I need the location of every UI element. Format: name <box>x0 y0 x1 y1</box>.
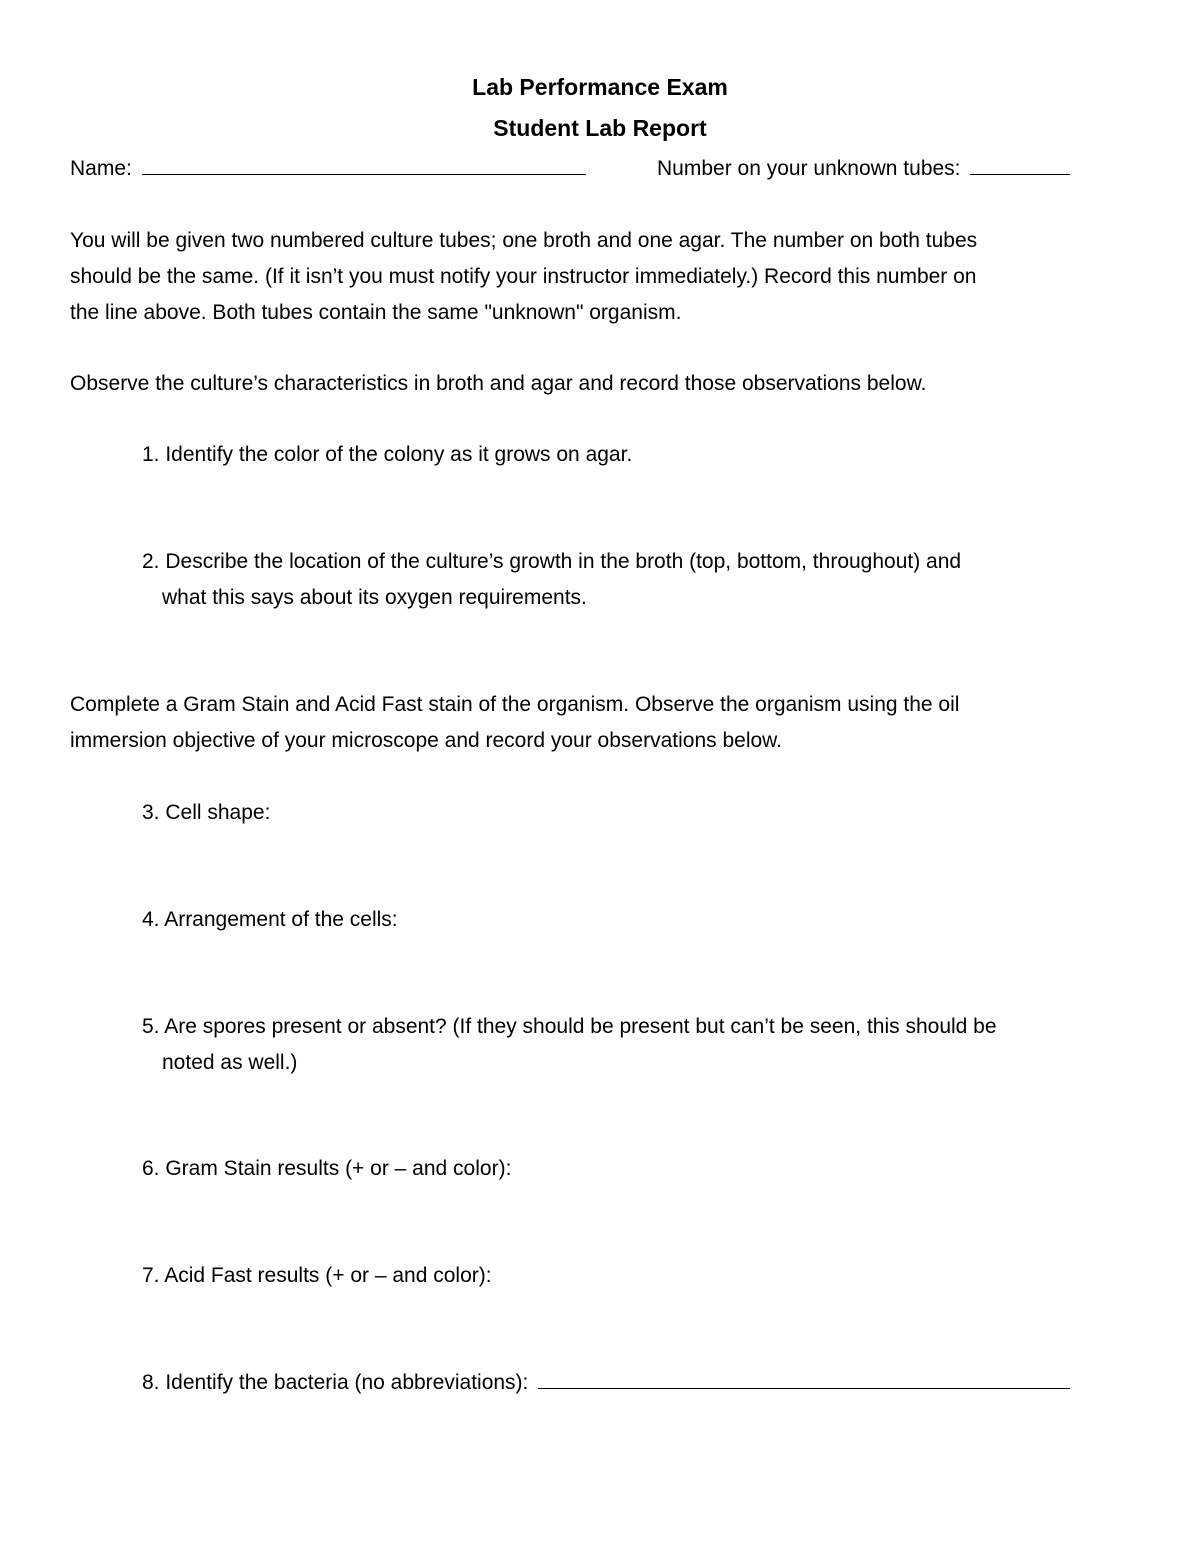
question-text-continued: noted as well.) <box>162 1051 298 1074</box>
stain-instruction <box>70 687 959 759</box>
name-label: Name: <box>70 157 132 180</box>
question-text: 7. Acid Fast results (+ or – and color): <box>142 1264 492 1287</box>
unknown-number-field <box>657 156 1070 181</box>
question-4 <box>142 902 398 938</box>
question-text: 1. Identify the color of the colony as it grows on agar. <box>142 443 633 466</box>
question-text: 8. Identify the bacteria (no abbreviations): <box>142 1371 529 1394</box>
question-6 <box>142 1151 511 1187</box>
question-text: 5. Are spores present or absent? (If they should be present but can’t be seen, this should be <box>142 1015 997 1038</box>
question-3 <box>142 795 270 831</box>
name-field <box>70 156 586 181</box>
name-blank-line[interactable] <box>142 156 586 175</box>
question-1 <box>142 437 632 473</box>
intro-paragraph <box>70 223 977 331</box>
page-title: Lab Performance Exam <box>472 74 728 100</box>
stain-instruction-line-2: immersion objective of your microscope and record your observations below. <box>70 729 783 752</box>
question-8 <box>142 1365 1070 1401</box>
unknown-number-label: Number on your unknown tubes: <box>657 157 961 180</box>
bacteria-answer-blank-line[interactable] <box>538 1370 1070 1389</box>
question-text: 3. Cell shape: <box>142 801 271 824</box>
stain-instruction-line-1: Complete a Gram Stain and Acid Fast stain of the organism. Observe the organism using the oil <box>70 693 960 716</box>
unknown-number-blank-line[interactable] <box>970 156 1070 175</box>
question-5 <box>142 1009 997 1081</box>
intro-line-1: You will be given two numbered culture tubes; one broth and one agar. The number on both tubes <box>70 229 978 252</box>
observe-instruction: Observe the culture’s characteristics in broth and agar and record those observations below. <box>70 372 927 395</box>
question-text: 4. Arrangement of the cells: <box>142 908 398 931</box>
question-text: 2. Describe the location of the culture’s growth in the broth (top, bottom, throughout) and <box>142 550 962 573</box>
question-text: 6. Gram Stain results (+ or – and color): <box>142 1157 512 1180</box>
question-7 <box>142 1258 492 1294</box>
intro-line-3: the line above. Both tubes contain the same "unknown" organism. <box>70 301 682 324</box>
intro-line-2: should be the same. (If it isn’t you must notify your instructor immediately.) Record this number on <box>70 265 977 288</box>
page-subtitle: Student Lab Report <box>493 115 707 141</box>
question-text-continued: what this says about its oxygen requirements. <box>162 586 587 609</box>
question-2 <box>142 544 961 616</box>
